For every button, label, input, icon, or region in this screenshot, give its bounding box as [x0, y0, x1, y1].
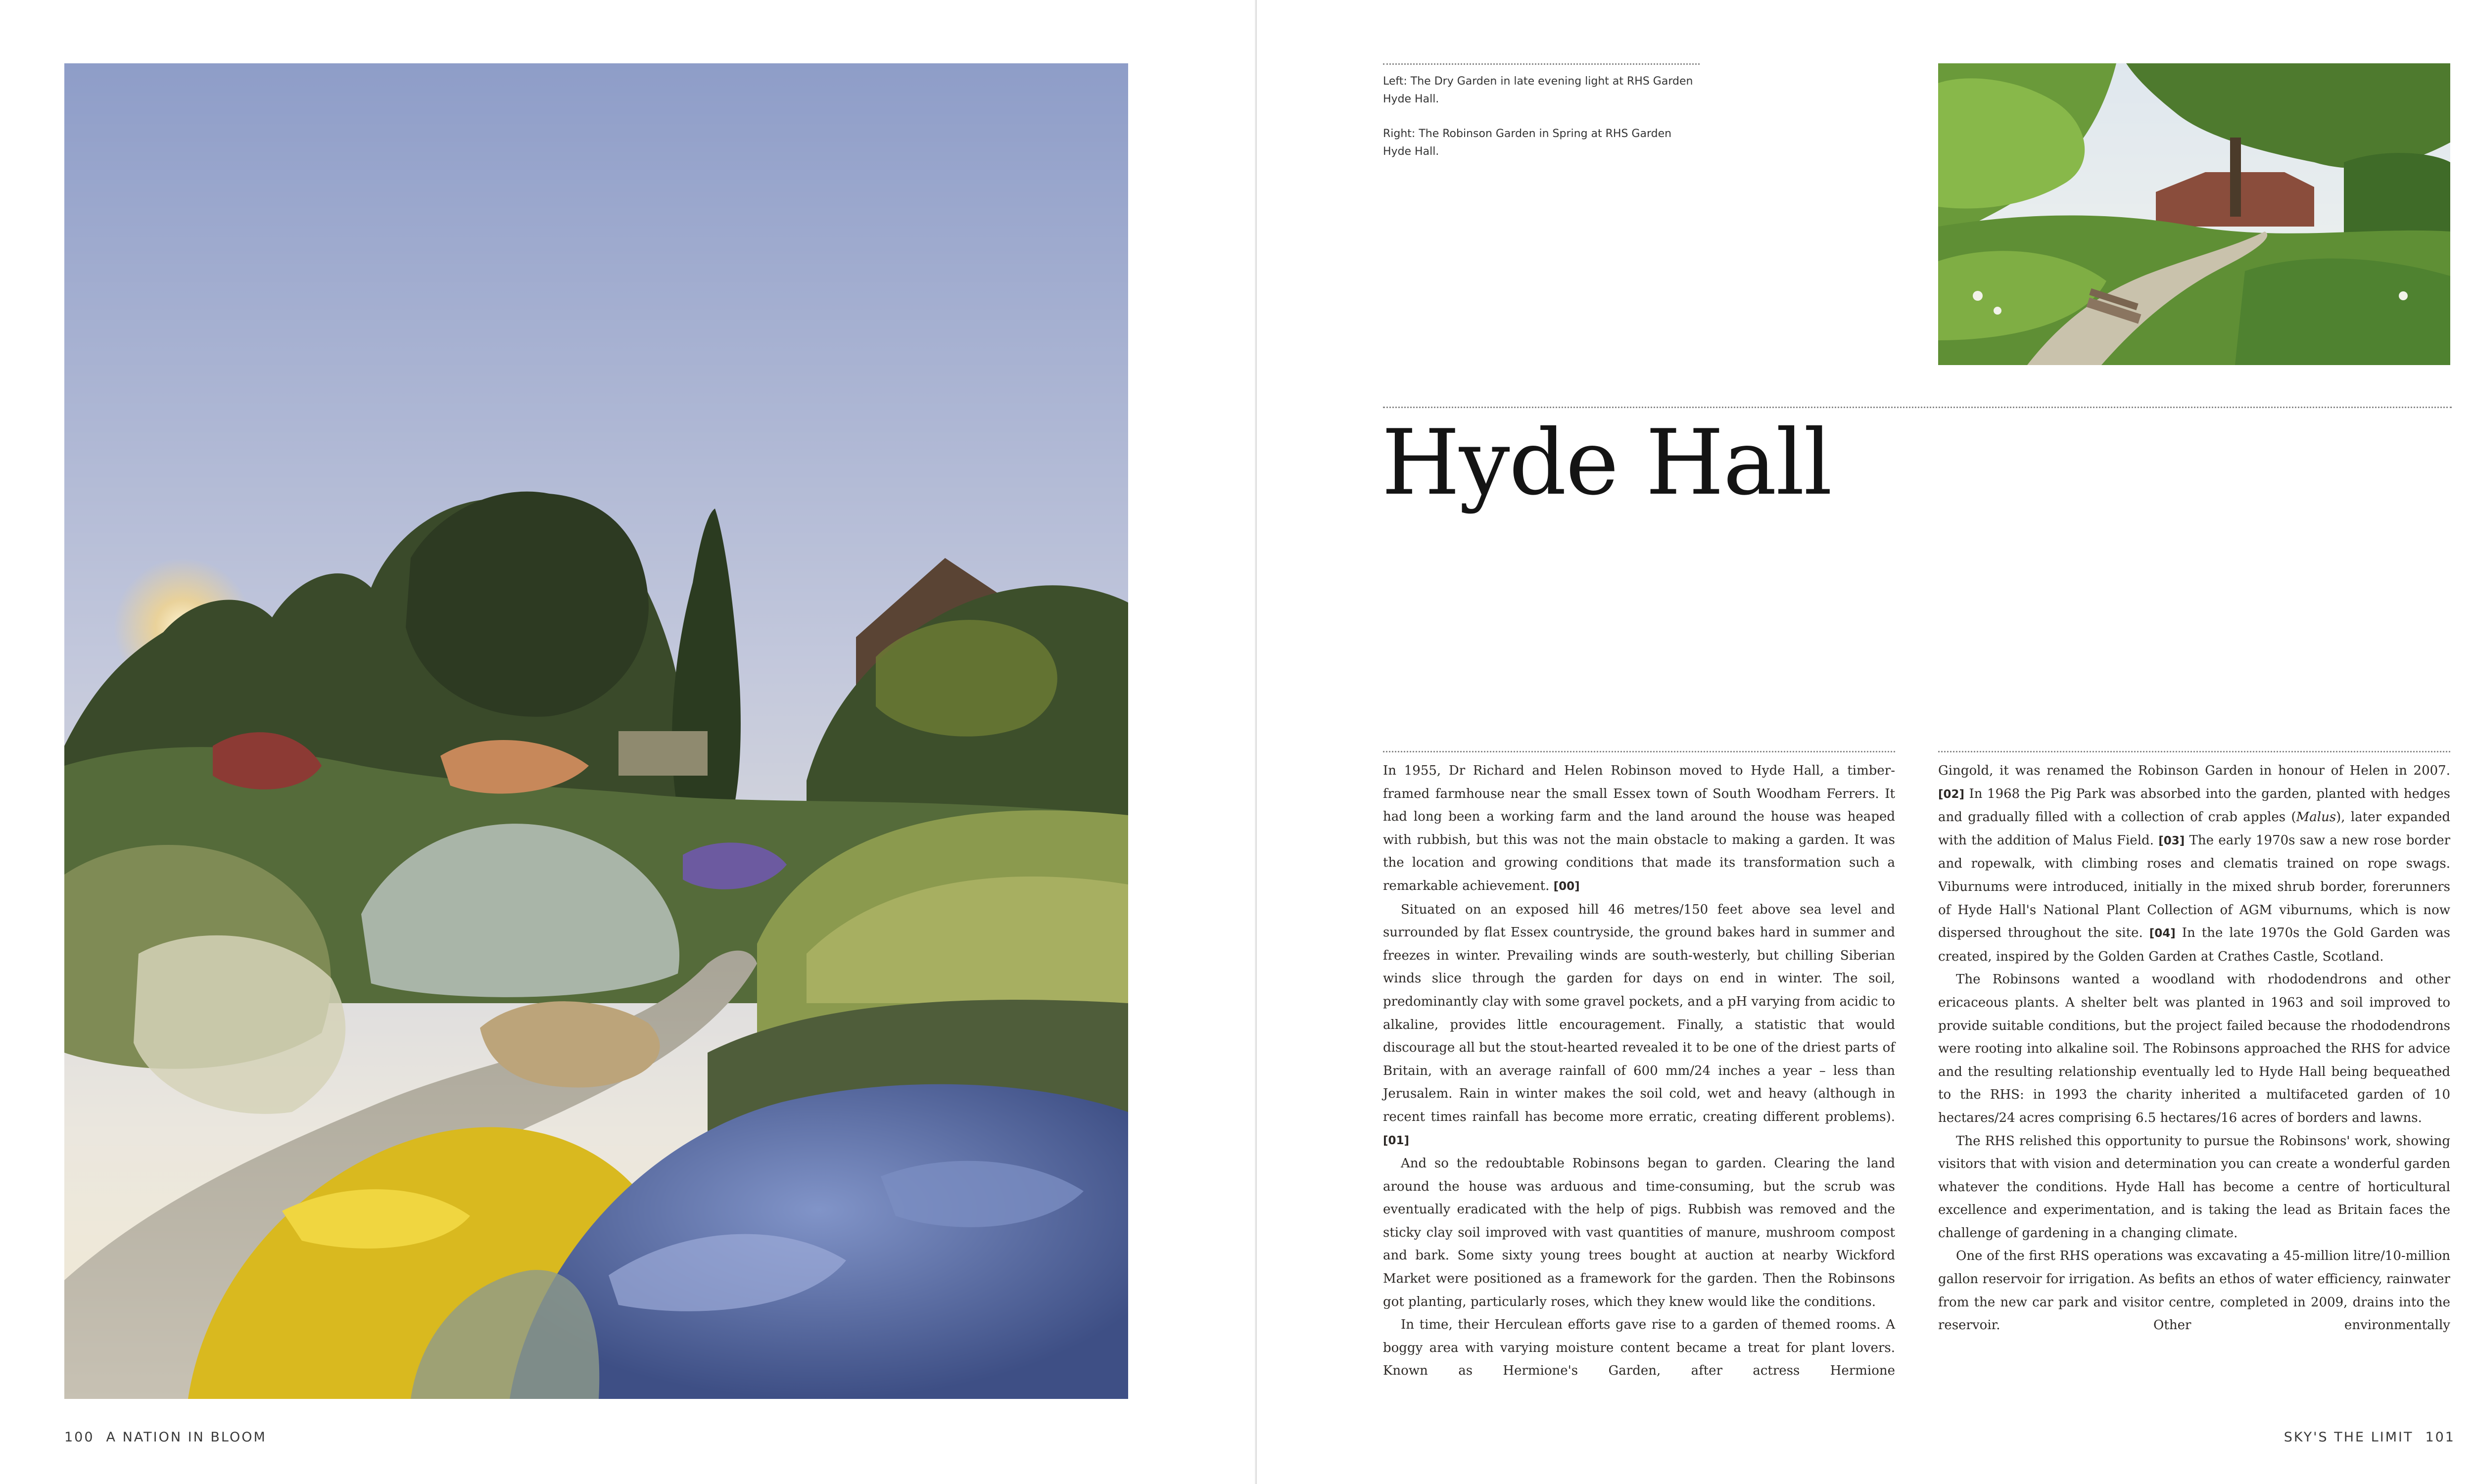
- folio-left: [64, 1430, 267, 1445]
- page-number-right: 101: [2425, 1430, 2455, 1445]
- botanical-name: Malus: [2296, 810, 2336, 825]
- photo-reference: [02]: [1938, 788, 1965, 801]
- paragraph-2: [1383, 898, 1895, 1153]
- dry-garden-photo: [64, 63, 1128, 1399]
- paragraph-8: One of the first RHS operations was excavating a 45-million litre/10-million gallon reservoir for irrigation. As befits an ethos of water efficiency, rainwater from the new car park and visitor centre, completed in 2009, drains into the reservoir. Other environmentally: [1938, 1249, 2450, 1333]
- robinson-garden-illustration: [1938, 63, 2450, 365]
- paragraph-6: The Robinsons wanted a woodland with rhododendrons and other ericaceous plants. A shelter belt was planted in 1963 and soil improved to provide suitable conditions, but the project failed because the rhododendrons were rooting into alkaline soil. The Robinsons approached the RHS for advice and the resulting relationship eventually led to Hyde Hall being bequeathed to the RHS: in 1993 the charity inherited a multifaceted garden of 10 hectares/24 acres comprising 6.5 hectares/16 acres of borders and lawns.: [1938, 972, 2450, 1125]
- paragraph-4: In time, their Herculean efforts gave rise to a garden of themed rooms. A boggy area with varying moisture content became a treat for plant lovers. Known as Hermione's Garden, after actress Hermione: [1383, 1317, 1895, 1379]
- dry-garden-illustration: [64, 63, 1128, 1399]
- caption-left-photo: Left: The Dry Garden in late evening light at RHS Garden Hyde Hall.: [1383, 75, 1693, 105]
- paragraph-7: The RHS relished this opportunity to pursue the Robinsons' work, showing visitors that with vision and determination you can create a wonderful garden whatever the conditions. Hyde Hall has become a centre of horticultural excellence and experimentation, and is taking the lead as Britain faces the challenge of gardening in a changing climate.: [1938, 1133, 2450, 1241]
- folio-right: [2284, 1430, 2455, 1445]
- body-column-1: [1383, 751, 1895, 1383]
- paragraph-5: [1938, 759, 2450, 968]
- photo-reference: [01]: [1383, 1134, 1410, 1147]
- section-title-right: SKY'S THE LIMIT: [2284, 1430, 2414, 1445]
- photo-reference: [00]: [1553, 880, 1580, 893]
- photo-captions: [1383, 63, 1700, 178]
- page-title: Hyde Hall: [1381, 410, 1832, 515]
- right-page: [1257, 0, 2474, 1484]
- caption-right-photo: Right: The Robinson Garden in Spring at RHS Garden Hyde Hall.: [1383, 128, 1672, 158]
- paragraph-5-text: Gingold, it was renamed the Robinson Garden in honour of Helen in 2007.: [1938, 763, 2450, 778]
- paragraph-1-text: In 1955, Dr Richard and Helen Robinson moved to Hyde Hall, a timber-framed farmhouse near the small Essex town of South Woodham Ferrers. It had long been a working farm and the land around the house was heaped with rubbish, but this was not the main obstacle to making a garden. It was the location and growing conditions that made its transformation such a remarkable achievement.: [1383, 763, 1895, 893]
- body-column-2: [1938, 751, 2450, 1337]
- paragraph-5-text: ), later expanded with the addition of Malus Field.: [1938, 810, 2450, 848]
- paragraph-3: And so the redoubtable Robinsons began to garden. Clearing the land around the house was arduous and time-consuming, but the scrub was eventually eradicated with the help of pigs. Rubbish was removed and the sticky clay soil improved with vast quantities of manure, mushroom compost and bark. Some sixty young trees bought at auction at nearby Wickford Market were positioned as a framework for the garden. Then the Robinsons got planting, particularly roses, which they knew would like the conditions.: [1383, 1156, 1895, 1309]
- robinson-garden-photo: [1938, 63, 2450, 365]
- paragraph-5-text: The early 1970s saw a new rose border and ropewalk, with climbing roses and clematis trained on rope swags. Viburnums were introduced, initially in the mixed shrub border, forerunners of Hyde Hall's National Plant Collection of AGM viburnums, which is now dispersed throughout the site.: [1938, 833, 2451, 941]
- page-number-left: 100: [64, 1430, 95, 1445]
- photo-reference: [03]: [2158, 834, 2185, 847]
- section-title-left: A NATION IN BLOOM: [106, 1430, 267, 1445]
- photo-reference: [04]: [2149, 927, 2176, 940]
- paragraph-2-text: Situated on an exposed hill 46 metres/150 feet above sea level and surrounded by flat Essex countryside, the ground bakes hard in summer and freezes in winter. Prevailing winds are south-westerly, but chilling Siberian winds slice through the garden for days on end in winter. The soil, predominantly clay with some gravel pockets, and a pH varying from acidic to alkaline, provides little encouragement. Finally, a statistic that would discourage all but the stout-hearted revealed it to be one of the driest parts of Britain, with an average rainfall of 600 mm/24 inches a year – less than Jerusalem. Rain in winter makes the soil cold, wet and heavy (although in recent times rainfall has become more erratic, creating different problems).: [1383, 902, 1895, 1124]
- paragraph-5-text: In the late 1970s the Gold Garden was created, inspired by the Golden Garden at Crathes Castle, Scotland.: [1938, 926, 2450, 964]
- paragraph-5-text: In 1968 the Pig Park was absorbed into the garden, planted with hedges and gradually filled with a collection of crab apples (: [1938, 786, 2450, 825]
- paragraph-1: [1383, 759, 1895, 898]
